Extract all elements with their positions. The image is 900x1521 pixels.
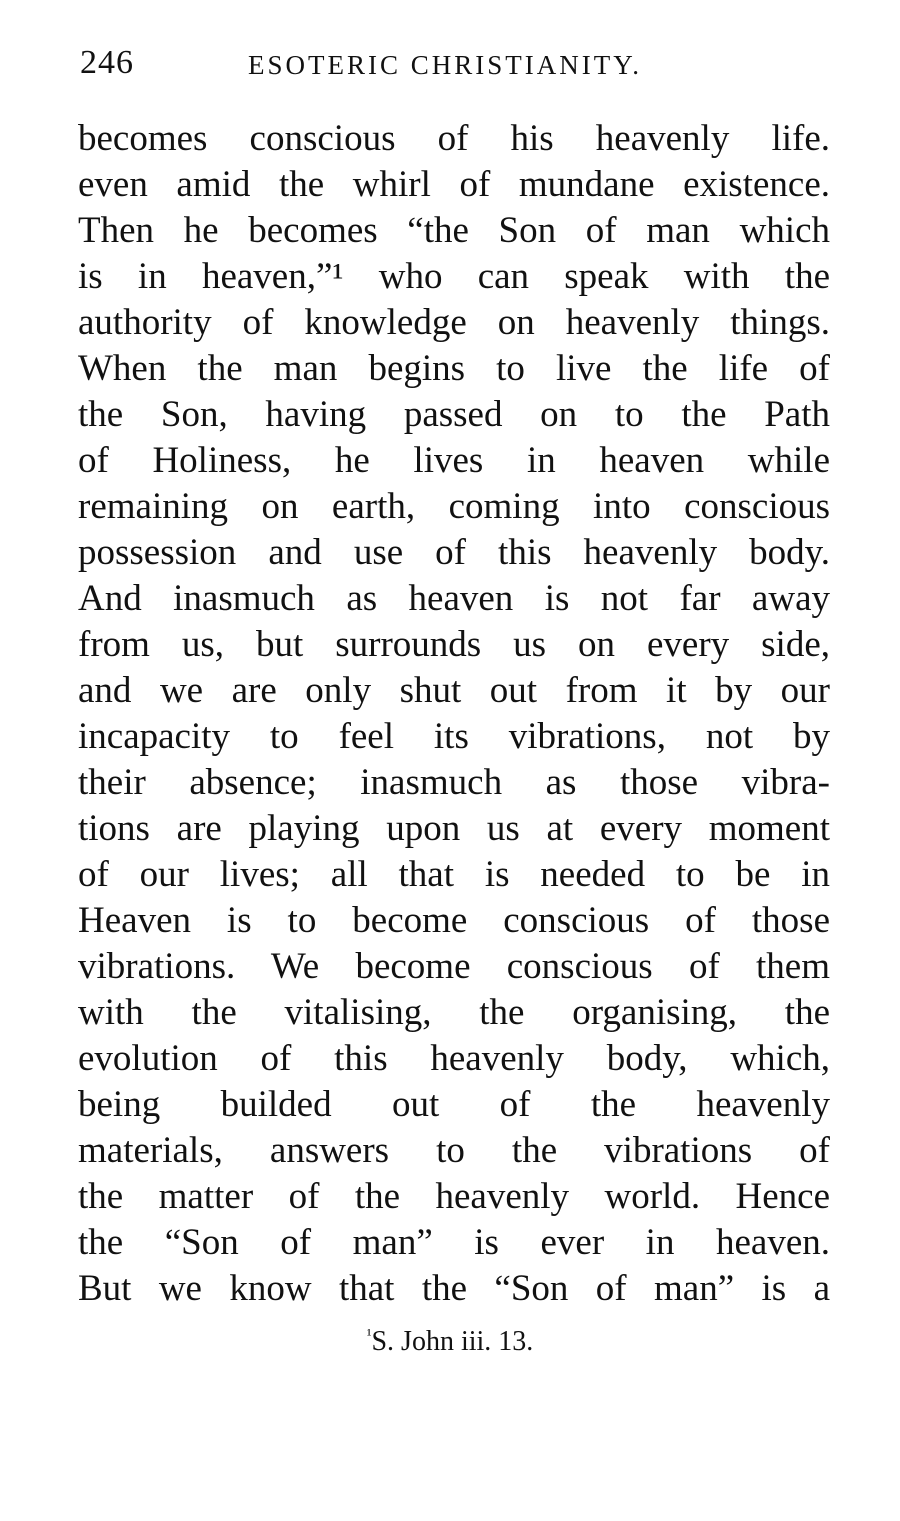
text-line: When the man begins to live the life of xyxy=(78,348,830,389)
text-line: remaining on earth, coming into conscious xyxy=(78,486,830,527)
running-head xyxy=(80,44,680,94)
text-line: of our lives; all that is needed to be in xyxy=(78,854,830,895)
text-line: Heaven is to become conscious of those xyxy=(78,900,830,941)
footnote-text: S. John iii. 13. xyxy=(371,1326,534,1357)
text-line: evolution of this heavenly body, which, xyxy=(78,1038,830,1079)
text-line: authority of knowledge on heavenly things. xyxy=(78,302,830,343)
text-line: But we know that the “Son of man” is a xyxy=(78,1268,830,1309)
text-line: the Son, having passed on to the Path xyxy=(78,394,830,435)
text-line: tions are playing upon us at every moment xyxy=(78,808,830,849)
text-line: becomes conscious of his heavenly life. xyxy=(78,118,830,159)
text-line: vibrations. We become conscious of them xyxy=(78,946,830,987)
page-number: 246 xyxy=(80,44,134,81)
text-line: Then he becomes “the Son of man which xyxy=(78,210,830,251)
text-line: even amid the whirl of mundane existence. xyxy=(78,164,830,205)
body-text xyxy=(78,116,830,1312)
running-title: ESOTERIC CHRISTIANITY. xyxy=(248,50,643,80)
text-line: from us, but surrounds us on every side, xyxy=(78,624,830,665)
footnote-marker: ¹ xyxy=(366,1327,372,1344)
text-line: of Holiness, he lives in heaven while xyxy=(78,440,830,481)
text-line: the matter of the heavenly world. Hence xyxy=(78,1176,830,1217)
text-line: materials, answers to the vibrations of xyxy=(78,1130,830,1171)
text-line: and we are only shut out from it by our xyxy=(78,670,830,711)
footnote xyxy=(0,1326,900,1358)
text-line: their absence; inasmuch as those vibra- xyxy=(78,762,830,803)
text-line: And inasmuch as heaven is not far away xyxy=(78,578,830,619)
text-line: being builded out of the heavenly xyxy=(78,1084,830,1125)
text-line: is in heaven,”¹ who can speak with the xyxy=(78,256,830,297)
text-line: with the vitalising, the organising, the xyxy=(78,992,830,1033)
text-line: incapacity to feel its vibrations, not by xyxy=(78,716,830,757)
text-line: the “Son of man” is ever in heaven. xyxy=(78,1222,830,1263)
text-line: possession and use of this heavenly body. xyxy=(78,532,830,573)
